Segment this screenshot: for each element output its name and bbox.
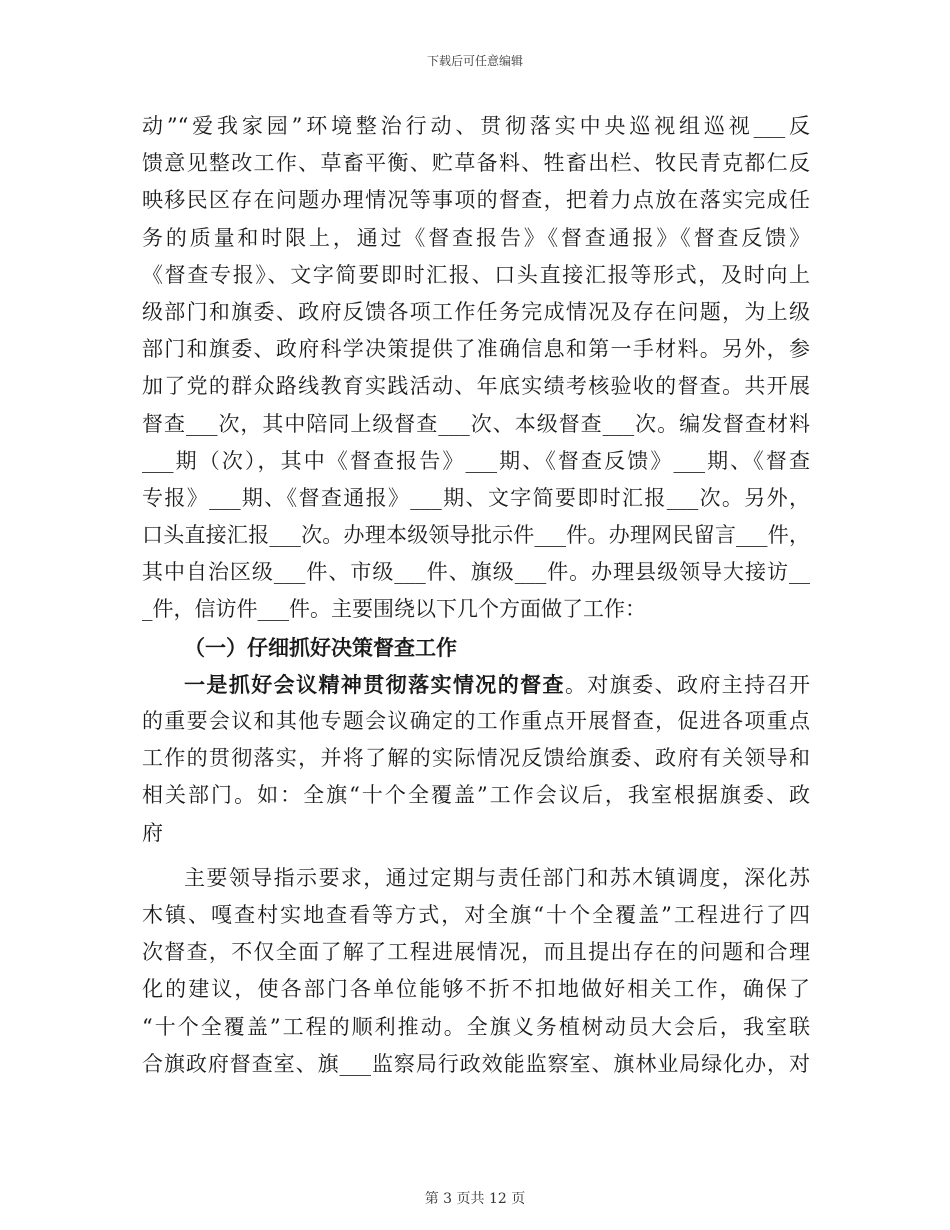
text-line: ___期（次），其中《督查报告》___期、《督查反馈》___期、《督查	[142, 448, 810, 473]
text-line: 《督查专报》、文字简要即时汇报、口头直接汇报等形式，及时向上	[142, 262, 810, 287]
paragraph-gap	[142, 852, 810, 860]
text-line: 府	[142, 820, 163, 845]
paragraph-leader-instructions	[142, 860, 810, 1083]
text-line: 专报》___期、《督查通报》___期、文字简要即时汇报___次。另外，	[142, 485, 810, 510]
paragraph-summary	[142, 108, 810, 629]
paragraph-meeting-supervision	[142, 666, 810, 852]
text-line: 合旗政府督查室、旗___监察局行政效能监察室、旗林业局绿化办，对	[142, 1051, 810, 1076]
bold-lead-text: 一是抓好会议精神贯彻落实情况的督查	[184, 671, 565, 697]
text-line: 口头直接汇报___次。办理本级领导批示件___件。办理网民留言___件，	[142, 523, 810, 548]
text-line: 部门和旗委、政府科学决策提供了准确信息和第一手材料。另外，参	[142, 337, 810, 362]
text-line: “十个全覆盖”工程的顺利推动。全旗义务植树动员大会后，我室联	[142, 1014, 810, 1039]
text-line: 工作的贯彻落实，并将了解的实际情况反馈给旗委、政府有关领导和	[142, 746, 810, 771]
text-line: 馈意见整改工作、草畜平衡、贮草备料、牲畜出栏、牧民青克都仁反	[142, 151, 810, 176]
text-line: 其中自治区级___件、市级___件、旗级___件。办理县级领导大接访__	[142, 560, 810, 585]
section-heading: （一）仔细抓好决策督查工作	[184, 634, 457, 660]
text-line: 动”“爱我家园”环境整治行动、贯彻落实中央巡视组巡视___反	[142, 114, 810, 138]
text-line: 主要领导指示要求，通过定期与责任部门和苏木镇调度，深化苏	[184, 865, 810, 890]
text-span: 。对旗委、政府主持召开	[564, 672, 810, 697]
text-line: 化的建议，使各部门各单位能够不折不扣地做好相关工作，确保了	[142, 977, 810, 1002]
text-line: 督查___次，其中陪同上级督查___次、本级督查___次。编发督查材料	[142, 411, 810, 436]
text-line: 木镇、嘎查村实地查看等方式，对全旗“十个全覆盖”工程进行了四	[142, 902, 810, 927]
text-line: 映移民区存在问题办理情况等事项的督查，把着力点放在落实完成任	[142, 188, 810, 213]
text-line: 相关部门。如：全旗“十个全覆盖”工作会议后，我室根据旗委、政	[142, 783, 810, 808]
text-line: 次督查，不仅全面了解了工程进展情况，而且提出存在的问题和合理	[142, 940, 810, 965]
document-body	[142, 108, 810, 1083]
page-footer: 第 3 页共 12 页	[424, 1191, 526, 1207]
text-line: 的重要会议和其他专题会议确定的工作重点开展督查，促进各项重点	[142, 709, 810, 733]
text-line: _件，信访件___件。主要围绕以下几个方面做了工作：	[142, 597, 646, 622]
text-line: 务的质量和时限上，通过《督查报告》《督查通报》《督查反馈》	[142, 225, 810, 250]
text-line: 级部门和旗委、政府反馈各项工作任务完成情况及存在问题，为上级	[142, 299, 810, 324]
text-line	[142, 666, 810, 703]
text-line: 加了党的群众路线教育实践活动、年底实绩考核验收的督查。共开展	[142, 374, 810, 399]
page-header: 下载后可任意编辑	[426, 54, 523, 68]
